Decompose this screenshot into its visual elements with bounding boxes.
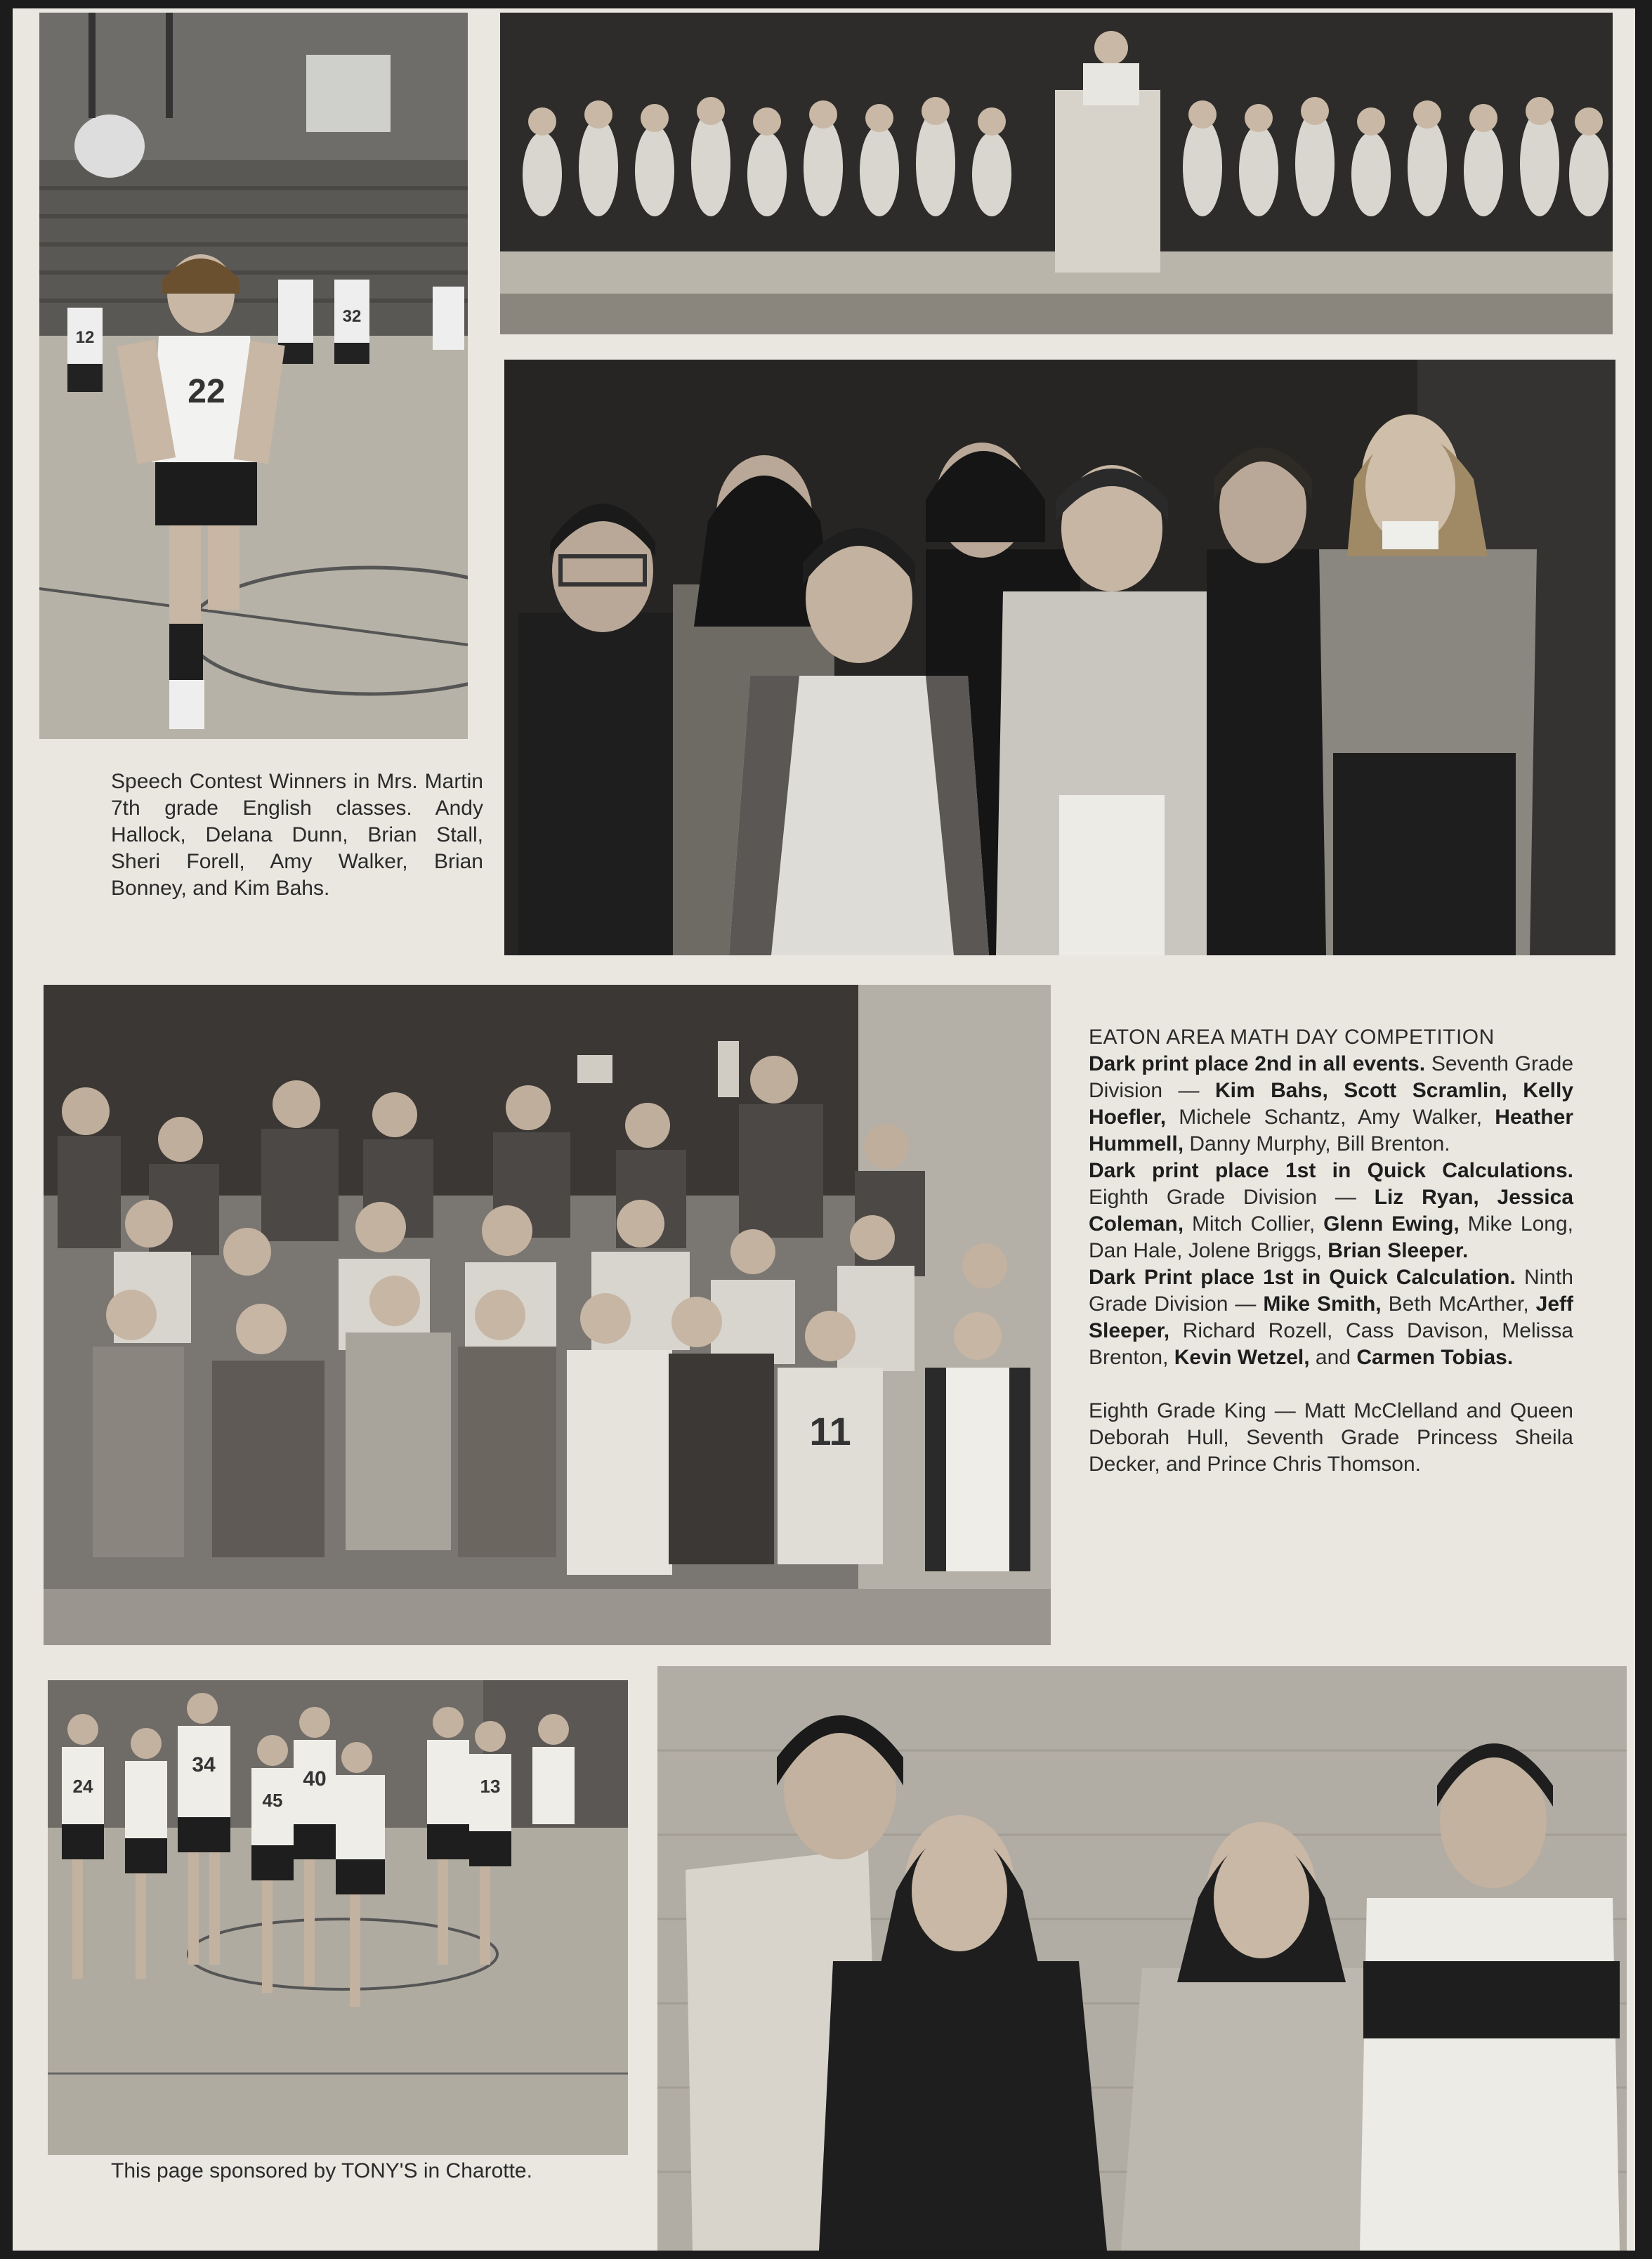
jersey-number: 24 [72, 1776, 93, 1797]
stage-assembly-photo [500, 13, 1613, 334]
basketball-team-photo [48, 1680, 628, 2155]
math-day-caption [1089, 1024, 1573, 1478]
jersey-number: 22 [188, 373, 225, 410]
jersey-number: 13 [480, 1776, 501, 1797]
seventh-grade-paragraph: Dark print place 2nd in all events. Seventh Grade Division — Kim Bahs, Scott Scramlin, Kelly Hoefler, Michele Schantz, Amy Walker, Heather Hummell, Danny Murphy, Bill Brenton. [1089, 1052, 1573, 1155]
jersey-number: 11 [809, 1409, 851, 1453]
sponsor-caption: This page sponsored by TONY'S in Charotte. [111, 2159, 532, 2182]
jersey-number: 34 [192, 1753, 216, 1776]
jersey-number: 45 [262, 1790, 283, 1811]
ninth-grade-paragraph: Dark Print place 1st in Quick Calculation. Ninth Grade Division — Mike Smith, Beth McArther, Jeff Sleeper, Richard Rozell, Cass Davison, Melissa Brenton, Kevin Wetzel, and Carmen Tobias. [1089, 1266, 1573, 1369]
eighth-grade-paragraph: Dark print place 1st in Quick Calculations. Eighth Grade Division — Liz Ryan, Jessica Coleman, Mitch Collier, Glenn Ewing, Mike Long, Dan Hale, Jolene Briggs, Brian Sleeper. [1089, 1159, 1573, 1262]
basketball-player-photo [39, 13, 468, 739]
royalty-caption: Eighth Grade King — Matt McClelland and Queen Deborah Hull, Seventh Grade Princess Sheila Decker, and Prince Chris Thomson. [1089, 1399, 1573, 1476]
yearbook-page [13, 8, 1635, 2251]
jersey-number: 40 [303, 1767, 327, 1790]
math-day-group-photo [44, 985, 1051, 1645]
royalty-portrait-photo [657, 1666, 1627, 2251]
jersey-number: 32 [342, 307, 362, 326]
jersey-number: 12 [75, 328, 95, 347]
math-heading: EATON AREA MATH DAY COMPETITION [1089, 1026, 1495, 1049]
speech-caption: Speech Contest Winners in Mrs. Martin 7th grade English classes. Andy Hallock, Delana Dunn, Brian Stall, Sheri Forell, Amy Walker, Brian Bonney, and Kim Bahs. [111, 770, 483, 900]
speech-winners-photo [504, 360, 1615, 955]
